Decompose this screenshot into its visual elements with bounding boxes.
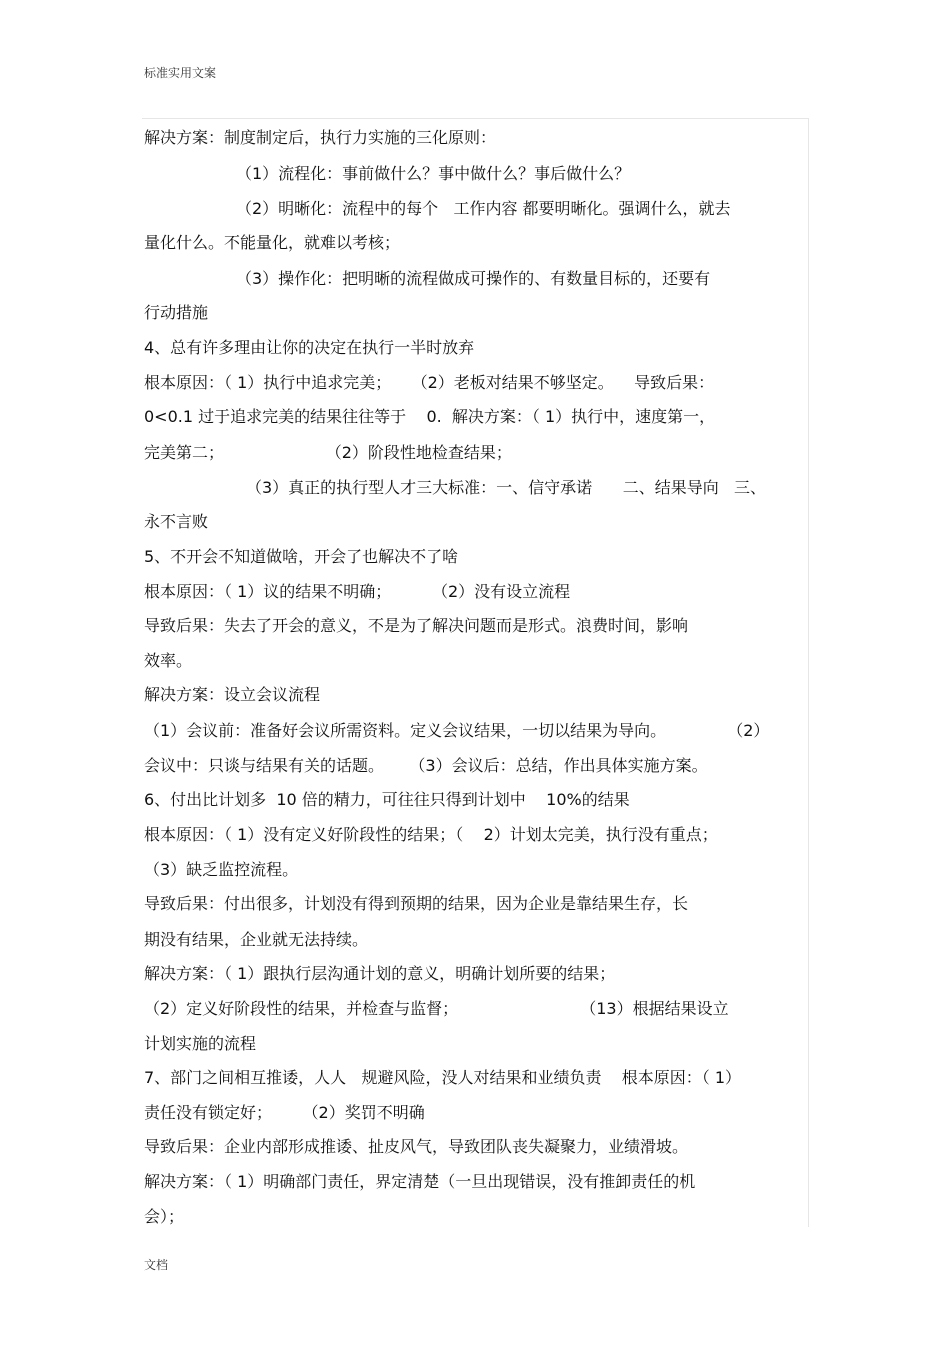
text-line: 效率。 xyxy=(144,651,193,670)
text-line: （1）会议前：准备好会议所需资料。定义会议结果，一切以结果为导向。 （2） xyxy=(144,721,770,740)
text-line: 计划实施的流程 xyxy=(144,1034,257,1053)
text-line: 量化什么。不能量化，就难以考核； xyxy=(144,233,401,252)
text-line: 完美第二； （2）阶段性地检查结果； xyxy=(144,443,512,462)
text-line: （3）缺乏监控流程。 xyxy=(144,860,299,879)
text-line: 根本原因：（ 1）议的结果不明确； （2）没有设立流程 xyxy=(144,582,571,601)
text-line: 行动措施 xyxy=(144,303,209,322)
text-line: 导致后果：失去了开会的意义，不是为了解决问题而是形式。浪费时间，影响 xyxy=(144,616,689,635)
section-heading: 4、总有许多理由让你的决定在执行一半时放弃 xyxy=(144,338,475,357)
text-line: （3）真正的执行型人才三大标准：一、信守承诺 二、结果导向 三、 xyxy=(246,478,766,497)
text-line: 会议中：只谈与结果有关的话题。 （3）会议后：总结，作出具体实施方案。 xyxy=(144,756,708,775)
text-line: 永不言败 xyxy=(144,512,209,531)
page-header-label: 标准实用文案 xyxy=(144,66,217,80)
text-line: （3）操作化：把明晰的流程做成可操作的、有数量目标的，还要有 xyxy=(236,269,711,288)
text-line: 解决方案：设立会议流程 xyxy=(144,685,321,704)
text-line: 解决方案：（ 1）跟执行层沟通计划的意义，明确计划所要的结果； xyxy=(144,964,616,983)
text-line: 期没有结果，企业就无法持续。 xyxy=(144,930,369,949)
text-line: 导致后果：企业内部形成推诿、扯皮风气，导致团队丧失凝聚力，业绩滑坡。 xyxy=(144,1137,689,1156)
text-line: 会）； xyxy=(144,1207,185,1226)
text-line: 解决方案：（ 1）明确部门责任，界定清楚（一旦出现错误，没有推卸责任的机 xyxy=(144,1172,696,1191)
text-line: （2）明晰化：流程中的每个 工作内容 都要明晰化。强调什么，就去 xyxy=(236,199,731,218)
page-footer-label: 文档 xyxy=(144,1258,169,1272)
text-line: 解决方案：制度制定后，执行力实施的三化原则： xyxy=(144,128,497,147)
text-line: 责任没有锁定好； （2）奖罚不明确 xyxy=(144,1103,425,1122)
text-line: 0<0.1 过于追求完美的结果往往等于 0. 解决方案：（ 1）执行中，速度第一， xyxy=(144,407,716,426)
section-heading: 5、不开会不知道做啥，开会了也解决不了啥 xyxy=(144,547,459,566)
text-line: 根本原因：（ 1）没有定义好阶段性的结果；（ 2）计划太完美，执行没有重点； xyxy=(144,825,718,844)
section-heading: 6、付出比计划多 10 倍的精力，可往往只得到计划中 10%的结果 xyxy=(144,790,630,809)
text-line: 根本原因：（ 1）执行中追求完美； （2）老板对结果不够坚定。 导致后果： xyxy=(144,373,715,392)
text-line: （2）定义好阶段性的结果，并检查与监督； （13）根据结果设立 xyxy=(144,999,729,1018)
text-line: 导致后果：付出很多，计划没有得到预期的结果，因为企业是靠结果生存，长 xyxy=(144,894,689,913)
text-line: （1）流程化：事前做什么？事中做什么？事后做什么？ xyxy=(236,164,631,183)
section-heading: 7、部门之间相互推诿，人人 规避风险，没人对结果和业绩负责 根本原因：（ 1） xyxy=(144,1068,742,1087)
